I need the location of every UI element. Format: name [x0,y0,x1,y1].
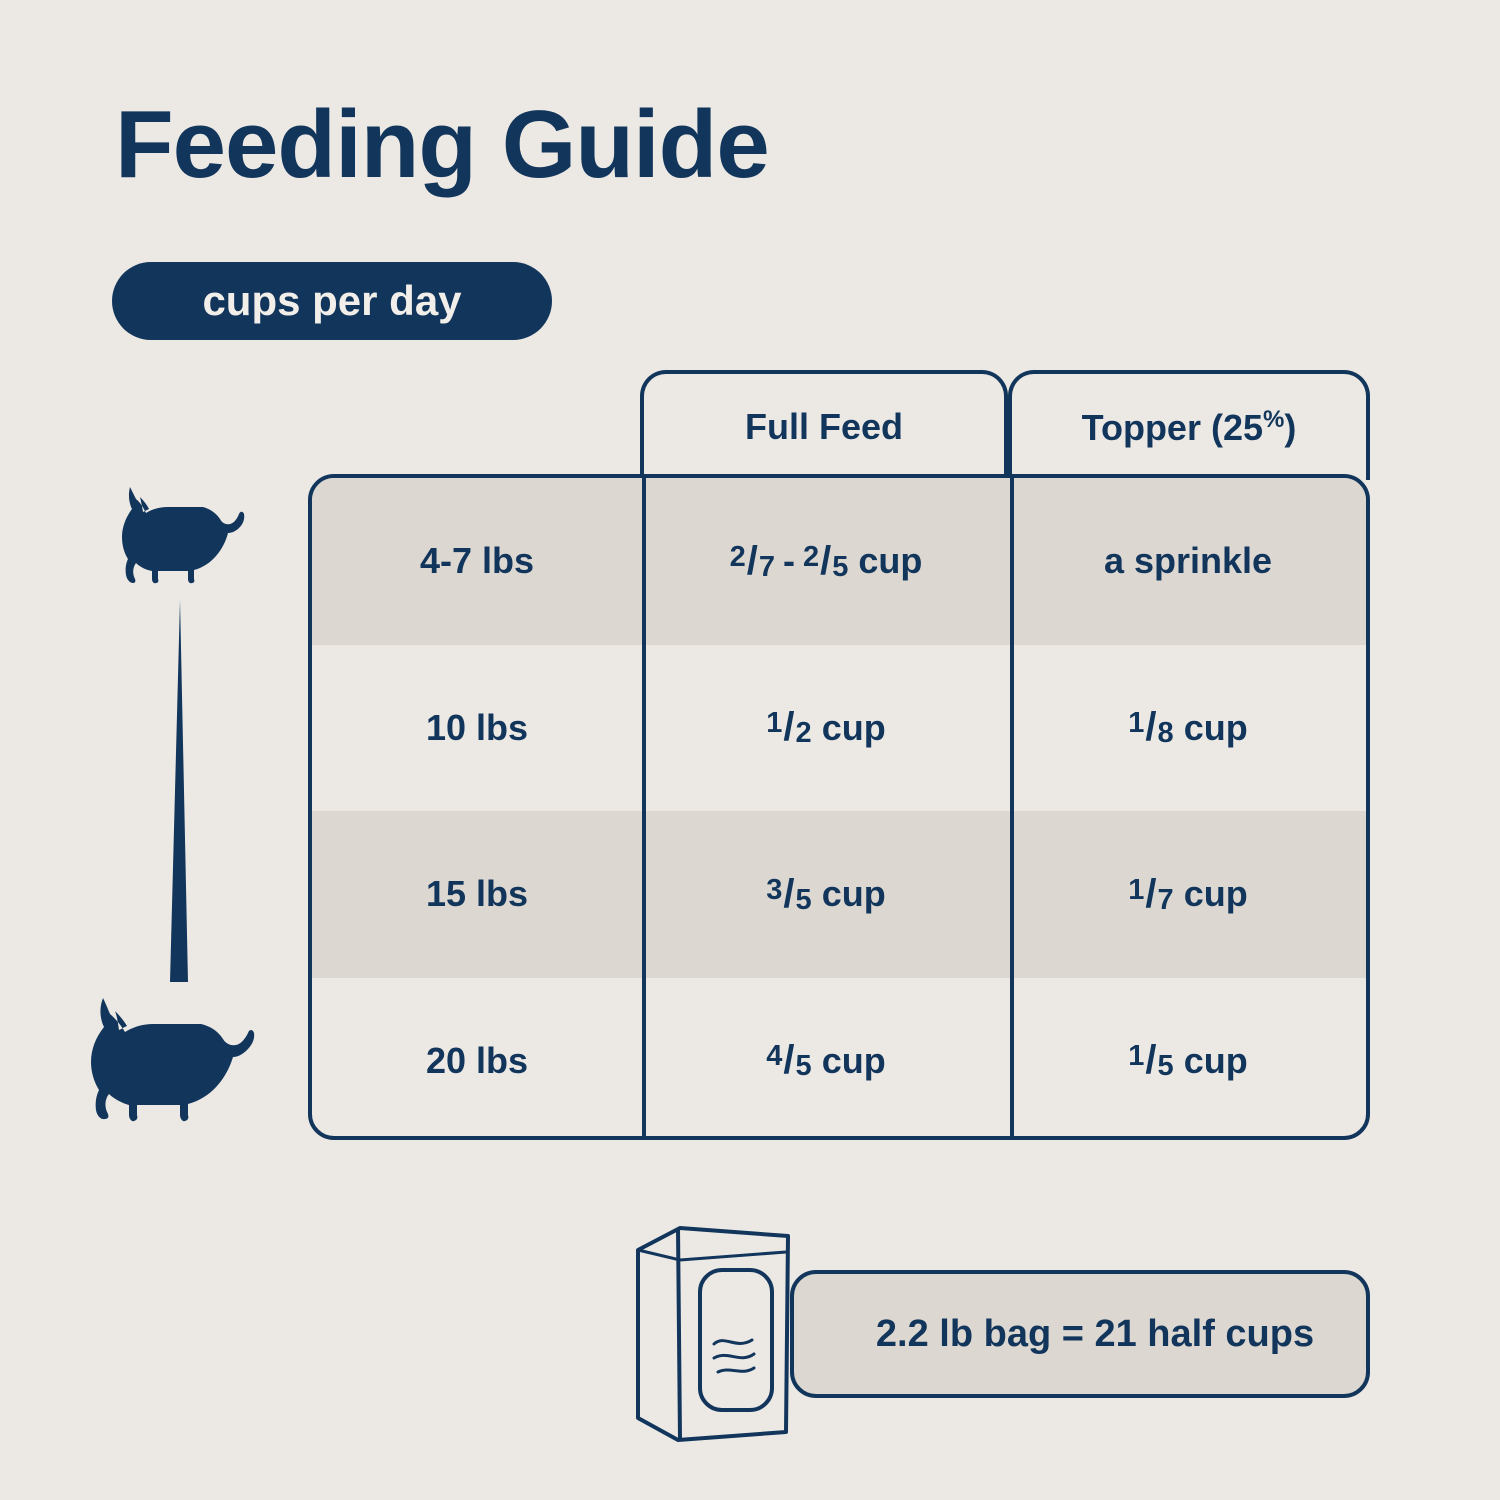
bag-yield-banner [790,1270,1370,1398]
column-header-full-feed [640,370,1008,480]
table-row [312,811,1366,978]
cell-topper: 1 / 8 cup [1128,705,1248,750]
cat-walking-icon [118,487,248,587]
cell-weight: 15 lbs [425,873,529,915]
food-bag-icon [618,1218,818,1443]
page-title: Feeding Guide [115,91,769,198]
column-divider [642,478,646,1136]
cell-full-feed: 2 / 7 - 2 / 5 cup [729,538,923,583]
cell-weight: 20 lbs [425,1039,529,1081]
cell-topper: a sprinkle [1103,540,1273,582]
feeding-table [308,474,1370,1140]
table-row [312,978,1366,1141]
cell-full-feed: 4 / 5 cup [766,1038,886,1083]
column-header-topper [1008,370,1370,480]
column-header-full-feed-label: Full Feed [744,406,903,447]
bag-yield-label: 2.2 lb bag = 21 half cups [875,1312,1315,1355]
cell-full-feed: 3 / 5 cup [766,871,886,916]
column-header-topper-label: Topper (25%) [1081,405,1297,448]
cell-weight: 10 lbs [425,706,529,748]
table-row [312,645,1366,812]
cell-full-feed: 1 / 2 cup [766,705,886,750]
cell-topper: 1 / 7 cup [1128,871,1248,916]
subtitle-pill-label: cups per day [202,277,462,324]
cell-topper: 1 / 5 cup [1128,1038,1248,1083]
table-row [312,478,1366,645]
column-divider [1010,478,1014,1136]
cell-weight: 4-7 lbs [419,540,535,582]
cat-walking-icon [86,998,261,1123]
size-scale-wedge-icon [150,600,210,982]
subtitle-pill [112,262,552,340]
